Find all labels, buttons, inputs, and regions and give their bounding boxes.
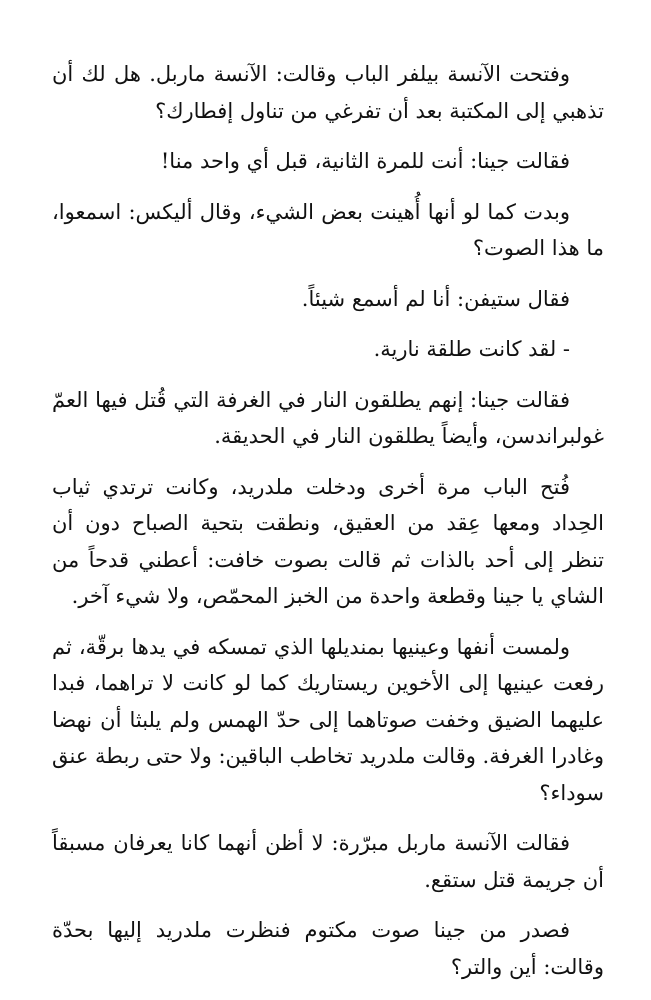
paragraph-9: فقالت الآنسة ماربل مبرّرة: لا أظن أنهما كانا يعرفان مسبقاً أن جريمة قتل ستقع. [52, 831, 604, 892]
paragraph-3: وبدت كما لو أنها أُهينت بعض الشيء، وقال أليكس: اسمعوا، ما هذا الصوت؟ [52, 199, 604, 260]
paragraph-5: - لقد كانت طلقة نارية. [373, 337, 570, 361]
paragraph-10: فصدر من جينا صوت مكتوم فنظرت ملدريد إليها بحدّة وقالت: أين والتر؟ [52, 918, 604, 979]
paragraph-6: فقالت جينا: إنهم يطلقون النار في الغرفة التي قُتل فيها العمّ غولبراندسن، وأيضاً يطلقون النار في الحديقة. [52, 387, 604, 448]
book-page [52, 56, 604, 999]
paragraph-2: فقالت جينا: أنت للمرة الثانية، قبل أي واحد منا! [160, 149, 570, 173]
paragraph-7: فُتح الباب مرة أخرى ودخلت ملدريد، وكانت ترتدي ثياب الحِداد ومعها عِقد من العقيق، ونطقت بتحية الصباح دون أن تنظر إلى أحد بالذات ثم قالت بصوت خافت: أعطني قدحاً من الشاي يا جينا وقطعة واحدة من الخبز المحمّص، ولا شيء آخر. [52, 474, 604, 608]
paragraph-4: فقال ستيفن: أنا لم أسمع شيئاً. [301, 286, 570, 311]
paragraph-1: وفتحت الآنسة بيلفر الباب وقالت: الآنسة ماربل. هل لك أن تذهبي إلى المكتبة بعد أن تفرغي من تناول إفطارك؟ [52, 62, 604, 123]
paragraph-8: ولمست أنفها وعينيها بمنديلها الذي تمسكه في يدها برقّة، ثم رفعت عينيها إلى الأخوين ريستاريك كما لو كانت لا تراهما، فبدا عليهما الضيق وخفت صوتاهما إلى حدّ الهمس ولم يلبثا أن نهضا وغادرا الغرفة. وقالت ملدريد تخاطب الباقين: ولا حتى ربطة عنق سوداء؟ [51, 634, 604, 805]
